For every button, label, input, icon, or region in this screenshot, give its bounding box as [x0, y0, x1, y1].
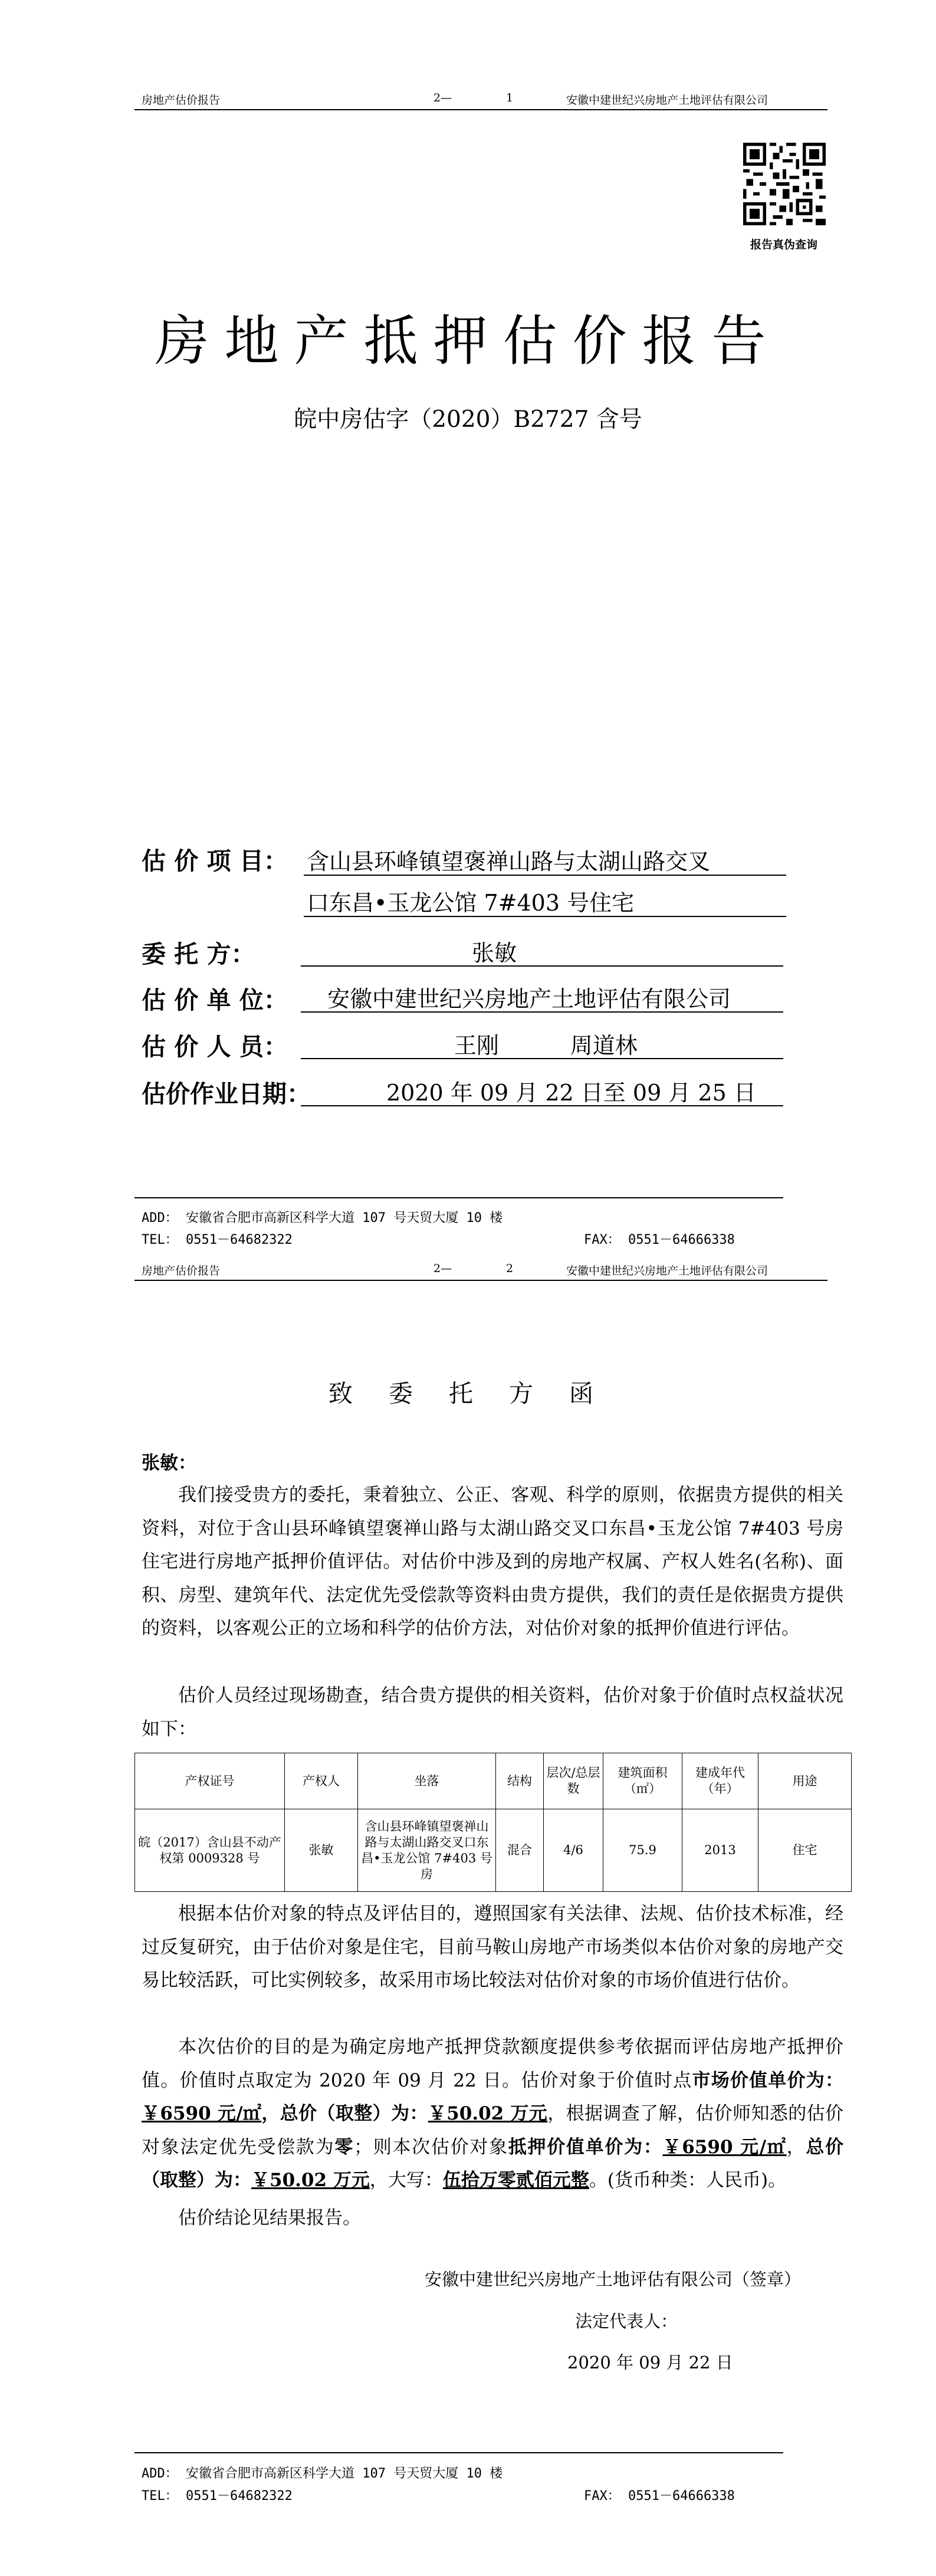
project-label: 估 价 项 目： [142, 847, 288, 875]
table-header: 结构 [496, 1753, 544, 1809]
header-left: 房地产估价报告 [142, 94, 221, 107]
table-header: 层次/总层数 [544, 1753, 603, 1809]
table-cell-floor: 4/6 [544, 1809, 603, 1892]
footer-tel: TEL： 0551－64682322 [142, 2489, 293, 2503]
staff-label: 估 价 人 员： [142, 1033, 288, 1061]
report-title: 房地产抵押估价报告 [155, 310, 781, 373]
footer-address: ADD： 安徽省合肥市高新区科学大道 107 号天贸大厦 10 楼 [142, 1211, 503, 1225]
salutation: 张敏： [142, 1453, 196, 1474]
table-cell-use: 住宅 [758, 1809, 852, 1892]
header-rule [134, 1280, 827, 1281]
table-cell-owner: 张敏 [285, 1809, 358, 1892]
table-header: 建筑面积（㎡） [603, 1753, 682, 1809]
letter-paragraph-5: 估价结论见结果报告。 [178, 2207, 361, 2229]
report-number: 皖中房估字（2020）B2727 含号 [294, 406, 642, 433]
header-page-number: 1 [506, 91, 514, 104]
footer-fax: FAX： 0551－64666338 [584, 1233, 735, 1247]
footer-fax: FAX： 0551－64666338 [584, 2489, 735, 2503]
table-cell-year: 2013 [682, 1809, 758, 1892]
letter-paragraph-1: 我们接受贵方的委托，秉着独立、公正、客观、科学的原则，依据贵方提供的相关资料，对位于含山县环峰镇望褒禅山路与太湖山路交叉口东昌•玉龙公馆 7#403 号房住宅进行房地产抵押价值评估。对估价中涉及到的房地产权属、产权人姓名(名称)、面积、房型、建筑年代、法定优先受偿款等资料由贵方提供，我们的责任是依据贵方提供的资料，以客观公正的立场和科学的估价方法，对估价对象的抵押价值进行评估。 [142, 1484, 843, 1639]
project-value-line2: 口东昌•玉龙公馆 7#403 号住宅 [307, 890, 635, 916]
letter-title: 致 委 托 方 函 [328, 1379, 608, 1408]
header-right: 安徽中建世纪兴房地产土地评估有限公司 [566, 94, 768, 107]
unit-underline [301, 1011, 783, 1013]
date-label: 估价作业日期： [142, 1080, 311, 1108]
staff-underline [301, 1058, 783, 1059]
signature-representative: 法定代表人： [575, 2311, 678, 2331]
header-center: 2— [433, 91, 452, 104]
table-header: 用途 [758, 1753, 852, 1809]
header-left: 房地产估价报告 [142, 1264, 221, 1277]
mortgage-total-label: 总价（取整）为： [142, 2136, 844, 2191]
priority-amount: 零 [334, 2136, 354, 2158]
mortgage-unit-price: ￥6590 元/㎡ [662, 2136, 787, 2158]
unit-value: 安徽中建世纪兴房地产土地评估有限公司 [327, 986, 731, 1012]
footer-tel: TEL： 0551－64682322 [142, 1233, 293, 1247]
table-cell-cert: 皖（2017）含山县不动产权第 0009328 号 [135, 1809, 285, 1892]
unit-label: 估 价 单 位： [142, 986, 288, 1014]
para4-text: 本次估价的目的是为确定房地产抵押贷款额度提供参考依据而评估房地产抵押价值。价值时点取定为 2020 年 09 月 22 日。估价对象于价值时点 [142, 2036, 843, 2091]
table-cell-location: 含山县环峰镇望褒禅山路与太湖山路交叉口东昌•玉龙公馆 7#403 号房 [358, 1809, 496, 1892]
client-underline [301, 965, 783, 967]
mortgage-total-price: ￥50.02 万元 [251, 2170, 370, 2191]
header-page-number: 2 [506, 1262, 514, 1275]
table-header-row [135, 1753, 852, 1809]
amount-in-words: 伍拾万零贰佰元整 [442, 2170, 589, 2191]
para4-text: ；则本次估价对象 [353, 2136, 508, 2158]
table-header: 建成年代（年） [682, 1753, 758, 1809]
market-total-label: ，总价（取整）为： [261, 2103, 428, 2124]
market-unit-label: 市场价值单价为： [692, 2069, 843, 2091]
para4-text: ， [786, 2136, 806, 2158]
signature-company: 安徽中建世纪兴房地产土地评估有限公司（签章） [425, 2269, 802, 2289]
footer-address: ADD： 安徽省合肥市高新区科学大道 107 号天贸大厦 10 楼 [142, 2466, 503, 2481]
table-cell-structure: 混合 [496, 1809, 544, 1892]
table-header: 产权证号 [135, 1753, 285, 1809]
qr-caption: 报告真伪查询 [750, 238, 817, 251]
mortgage-unit-label: 抵押价值单价为： [508, 2136, 663, 2158]
client-label: 委 托 方： [142, 940, 255, 968]
table-header: 产权人 [285, 1753, 358, 1809]
footer-rule [134, 1197, 783, 1198]
letter-paragraph-2: 估价人员经过现场勘查，结合贵方提供的相关资料，估价对象于价值时点权益状况如下： [142, 1685, 843, 1740]
signature-date: 2020 年 09 月 22 日 [567, 2352, 733, 2373]
project-underline-2 [304, 916, 786, 917]
header-center: 2— [433, 1262, 452, 1275]
footer-rule [134, 2452, 783, 2453]
property-table [134, 1753, 852, 1892]
project-underline-1 [304, 875, 786, 876]
market-unit-price: ￥6590 元/㎡ [142, 2103, 262, 2124]
project-value-line1: 含山县环峰镇望褒禅山路与太湖山路交叉 [307, 849, 711, 875]
letter-paragraph-3: 根据本估价对象的特点及评估目的，遵照国家有关法律、法规、估价技术标准，经过反复研究，由于估价对象是住宅，目前马鞍山房地产市场类似本估价对象的房地产交易比较活跃，可比实例较多，故采用市场比较法对估价对象的市场价值进行估价。 [142, 1903, 843, 1991]
table-cell-area: 75.9 [603, 1809, 682, 1892]
para4-text: 。(货币种类：人民币)。 [589, 2170, 787, 2191]
table-header: 坐落 [358, 1753, 496, 1809]
header-rule [134, 109, 827, 110]
para4-text: ，大写： [369, 2170, 443, 2191]
market-total-price: ￥50.02 万元 [428, 2103, 548, 2124]
letter-paragraph-4 [142, 2030, 843, 2197]
staff-value: 王刚 周道林 [454, 1033, 638, 1059]
table-row [135, 1809, 852, 1892]
qr-code-icon [743, 143, 826, 225]
para4-text: ，根据调查了解，估价师知悉的估价对象法定优先受偿款为 [142, 2103, 843, 2158]
header-right: 安徽中建世纪兴房地产土地评估有限公司 [566, 1264, 768, 1277]
client-value: 张敏 [472, 940, 517, 966]
date-underline [301, 1105, 783, 1106]
date-value: 2020 年 09 月 22 日至 09 月 25 日 [386, 1080, 756, 1106]
